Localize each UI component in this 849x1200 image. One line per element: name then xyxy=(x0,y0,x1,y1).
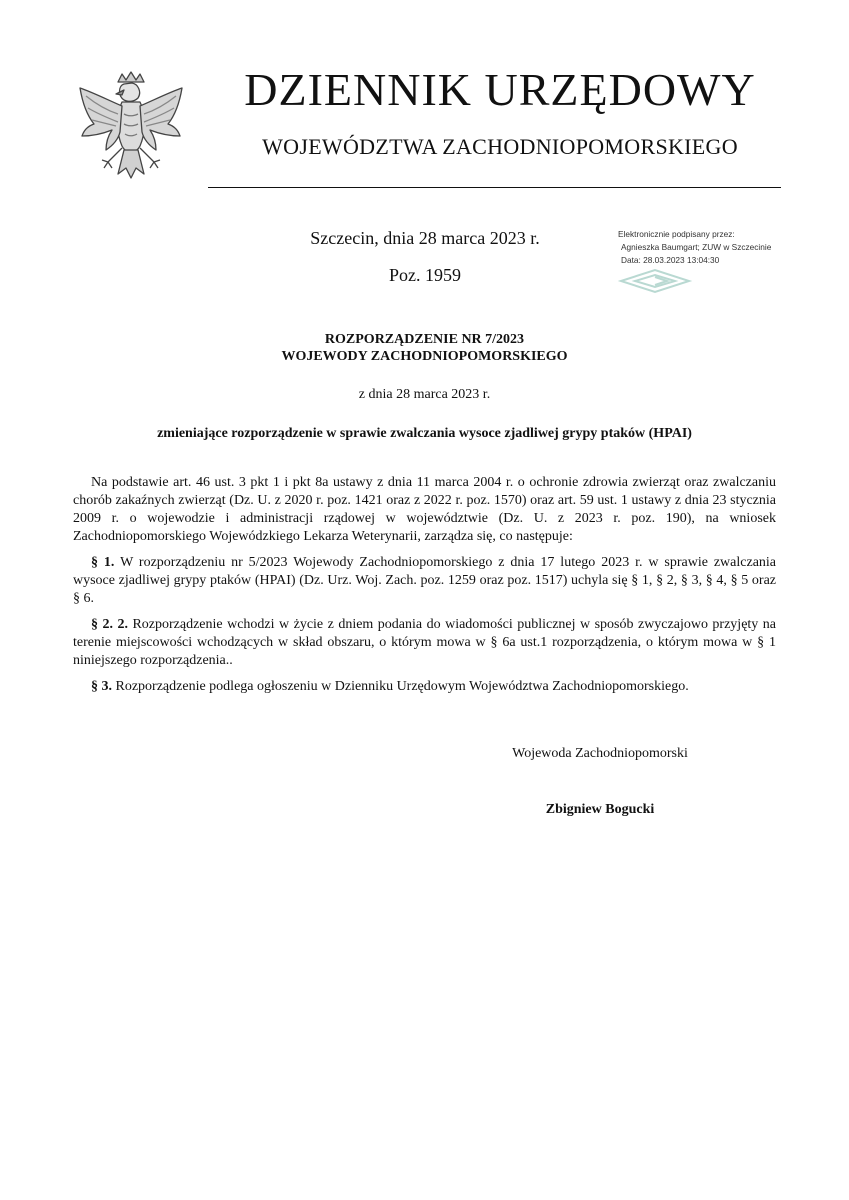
section-mark: § 1. xyxy=(91,555,115,570)
section-paragraph xyxy=(73,554,776,608)
header-divider xyxy=(208,187,781,188)
signer-office: Wojewoda Zachodniopomorski xyxy=(512,746,688,761)
regulation-date: z dnia 28 marca 2023 r. xyxy=(358,387,491,402)
preamble-paragraph: Na podstawie art. 46 ust. 3 pkt 1 i pkt 8a ustawy z dnia 11 marca 2004 r. o ochronie zdrowia zwierząt oraz zwalczaniu chorób zakaźnych zwierząt (Dz. U. z 2020 r. poz. 1421 oraz z 2022 r. poz. 1570) oraz art. 59 ust. 1 ustawy z dnia 23 stycznia 2009 r. o wojewodzie i administracji rządowej w województwie (Dz. U. z 2023 r. poz. 190), na wniosek Zachodniopomorskiego Wojewódzkiego Lekarza Weterynarii, zarządza się, co następuje: xyxy=(73,475,776,544)
signature-signer: Agnieszka Baumgart; ZUW w Szczecinie xyxy=(621,242,772,252)
section-text: Rozporządzenie wchodzi w życie z dniem podania do wiadomości publicznej w sposób zwyczajowo przyjęty na terenie miejscowości wchodzących w skład obszaru, o którym mowa w § 6a ust.1 rozporządzenia, o którym mowa w § 1 niniejszego rozporządzenia.. xyxy=(73,617,776,668)
journal-title: DZIENNIK URZĘDOWY xyxy=(244,64,756,115)
electronic-signature-info xyxy=(618,228,818,267)
polish-eagle-emblem-icon xyxy=(72,70,190,200)
section-text: W rozporządzeniu nr 5/2023 Wojewody Zachodniopomorskiego z dnia 17 lutego 2023 r. w sprawie zwalczania wysoce zjadliwej grypy ptaków (HPAI) (Dz. Urz. Woj. Zach. poz. 1259 oraz poz. 1517) uchyla się § 1, § 2, § 3, § 4, § 5 oraz § 6. xyxy=(73,555,777,606)
signer-name: Zbigniew Bogucki xyxy=(545,802,655,817)
journal-subtitle: WOJEWÓDZTWA ZACHODNIOPOMORSKIEGO xyxy=(262,134,738,159)
regulation-subject: zmieniające rozporządzenie w sprawie zwalczania wysoce zjadliwej grypy ptaków (HPAI) xyxy=(157,426,692,441)
signature-caption: Elektronicznie podpisany przez: xyxy=(618,229,735,239)
signature-date: Data: 28.03.2023 13:04:30 xyxy=(621,255,720,265)
regulation-body xyxy=(73,474,776,704)
section-paragraph xyxy=(73,678,776,696)
issue-position: Poz. 1959 xyxy=(389,265,461,285)
regulation-issuer: WOJEWODY ZACHODNIOPOMORSKIEGO xyxy=(281,349,568,364)
issue-place-date: Szczecin, dnia 28 marca 2023 r. xyxy=(310,228,540,248)
section-mark: § 3. xyxy=(91,679,112,694)
signature-validation-icon xyxy=(615,268,695,294)
section-mark: § 2. 2. xyxy=(91,617,128,632)
regulation-title xyxy=(100,331,749,365)
regulation-number: ROZPORZĄDZENIE NR 7/2023 xyxy=(324,332,525,347)
section-paragraph xyxy=(73,616,776,670)
section-text: Rozporządzenie podlega ogłoszeniu w Dzienniku Urzędowym Województwa Zachodniopomorskiego. xyxy=(115,679,689,694)
